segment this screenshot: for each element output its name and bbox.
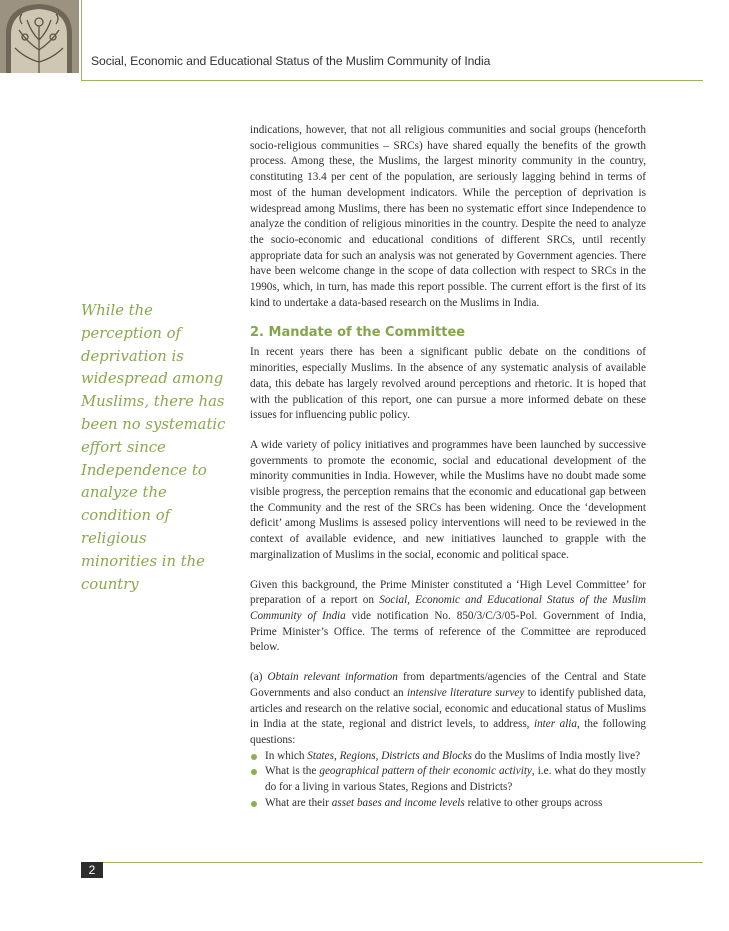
footer-rule bbox=[103, 862, 703, 863]
jali-arch-window-icon bbox=[0, 0, 79, 73]
header-vertical-rule bbox=[81, 0, 82, 80]
list-item: In which States, Regions, Districts and Blocks do the Muslims of India mostly live? bbox=[250, 749, 646, 765]
mandate-paragraph-2: A wide variety of policy initiatives and programmes have been launched by successive governments to promote the economic, social and educational development of the minority communities in India. However, while the Muslims have no doubt made some visible progress, the perception remains that the economic and educational gap between the Community and the rest of the SRCs has been widening. Once the ‘development deficit’ among Muslims is assesed policy interventions will need to be reviewed in the context of available evidence, and new initiatives launched to grapple with the marginalization of Muslims in the social, economic and political space. bbox=[250, 438, 646, 561]
mandate-paragraph-3: Given this background, the Prime Minister constituted a ‘High Level Committee’ for preparation of a report on Social, Economic and Educational Status of the Muslim Community of India vide notification No. 850/3/C/3/05-Pol. Government of India, Prime Minister’s Office. The terms of reference of the Committee are reproduced below. bbox=[250, 578, 647, 654]
bullet-icon bbox=[251, 801, 257, 807]
main-column bbox=[250, 123, 646, 811]
bullet-icon bbox=[251, 769, 257, 775]
running-header-title: Social, Economic and Educational Status of the Muslim Community of India bbox=[91, 54, 491, 68]
page-number: 2 bbox=[81, 862, 103, 878]
list-item: What is the geographical pattern of their economic activity, i.e. what do they mostly do for a living in various States, Regions and Districts? bbox=[250, 764, 646, 795]
intro-paragraph: indications, however, that not all religious communities and social groups (henceforth socio-religious communities – SRCs) have shared equally the benefits of the growth process. Among these, the Muslims, the largest minority community in the country, constituting 13.4 per cent of the population, are seriously lagging behind in terms of most of the human development indicators. While the perception of deprivation is widespread among Muslims, there has been no systematic effort since Independence to analyze the condition of religious minorities in the country. Despite the need to analyze the socio-economic and educational conditions of different SRCs, until recently appropriate data for such an analysis was not generated by Government agencies. There have been welcome change in the scope of data collection with respect to SRCs in the 1990s, which, in turn, has made this report possible. The current effort is the first of its kind to undertake a data-based research on the Muslims in India. bbox=[250, 124, 646, 309]
report-title-italic: Social, Economic and Educational Status of the Muslim Community of India bbox=[250, 594, 646, 622]
mandate-paragraph-1: In recent years there has been a significant public debate on the conditions of minorities, especially Muslims. In the absence of any systematic analysis of available data, this debate has largely revolved around perceptions and rhetoric. It is hoped that with the publication of this report, one can pursue a more informed debate on these issues for influencing public policy. bbox=[250, 346, 646, 422]
header-horizontal-rule bbox=[81, 80, 703, 81]
questions-list bbox=[250, 749, 646, 812]
list-item: What are their asset bases and income levels relative to other groups across bbox=[250, 796, 646, 812]
pull-quote: While the perception of deprivation is widespread among Muslims, there has been no systematic effort since Independence to analyze the condition of religious minorities in the country bbox=[81, 302, 226, 593]
bullet-icon bbox=[251, 754, 257, 760]
terms-of-reference-a: (a) Obtain relevant information from departments/agencies of the Central and State Governments and also conduct an intensive literature survey to identify published data, articles and research on the relative social, economic and educational status of Muslims in India at the state, regional and district levels, to address, inter alia, the following questions: bbox=[250, 671, 646, 746]
section-heading: 2. Mandate of the Committee bbox=[250, 325, 466, 341]
